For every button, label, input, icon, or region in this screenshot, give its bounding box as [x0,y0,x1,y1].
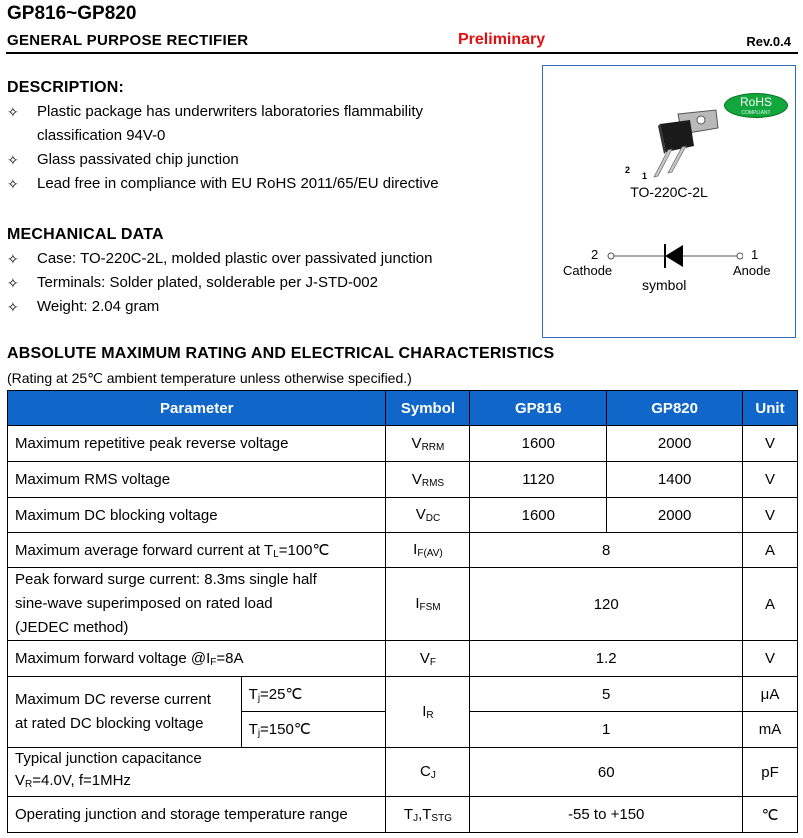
table-row: Maximum DC blocking voltage $V_{DC}$ 1600 2000 V [8,498,798,533]
package-pin-2-label: 2 [625,165,631,175]
cathode-label: Cathode [563,263,613,278]
document-title: GP816~GP820 [7,3,137,24]
table-row: $T_j=150℃$ 1 mA [8,712,798,748]
description-heading: DESCRIPTION: [7,79,125,96]
diode-symbol-icon [603,241,743,271]
document-subtitle: GENERAL PURPOSE RECTIFIER [7,32,249,49]
symbol-pin-2: 2 [591,247,599,262]
list-item: ✧ Lead free in compliance with EU RoHS 2011/65/EU directive [7,172,439,196]
list-item: ✧ Case: TO-220C-2L, molded plastic over passivated junction [7,247,433,271]
table-row: Maximum RMS voltage $V_{RMS}$ 1120 1400 V [8,462,798,498]
list-item: ✧ Plastic package has underwriters laboratories flammability classification 94V-0 [7,100,439,148]
ratings-note: (Rating at 25℃ ambient temperature unless otherwise specified.) [7,370,412,386]
bullet-icon: ✧ [7,299,19,315]
table-row: Operating junction and storage temperature range $T_J,T_{STG}$ -55 to +150 ℃ [8,797,798,833]
list-item: ✧ Terminals: Solder plated, solderable per J-STD-002 [7,271,433,295]
package-pin-1-label: 1 [642,171,648,181]
header-rule [6,52,798,54]
bullet-icon: ✧ [7,104,19,120]
symbol-caption: symbol [642,277,687,293]
table-header-row [8,391,798,426]
bullet-icon: ✧ [7,152,19,168]
mechanical-list [7,247,433,319]
col-header-parameter: Parameter [8,391,386,426]
table-row: Peak forward surge current: 8.3ms single half sine-wave superimposed on rated load (JEDEC method) $I_{FSM}$ 120 A [8,568,798,641]
table-row: Maximum repetitive peak reverse voltage $V_{RRM}$ 1600 2000 V [8,426,798,462]
bullet-icon: ✧ [7,251,19,267]
table-row: Maximum DC reverse current at rated DC blocking voltage $T_j=25℃$ $I_R$ 5 μA [8,677,798,712]
table-row: Maximum average forward current at $T_L=100℃$ $I_{F(AV)}$ 8 A [8,533,798,568]
bullet-icon: ✧ [7,275,19,291]
package-name: TO-220C-2L [630,184,708,200]
preliminary-label: Preliminary [458,31,546,48]
table-row: Typical junction capacitance $V_R=4.0V$, f=1MHz $C_J$ 60 pF [8,748,798,797]
col-header-unit: Unit [743,391,798,426]
list-item: ✧ Weight: 2.04 gram [7,295,433,319]
package-box [542,65,796,338]
revision-label: Rev.0.4 [746,34,791,49]
table-row: Maximum forward voltage $@I_F=8A$ $V_F$ 1.2 V [8,641,798,677]
ratings-table [7,390,798,833]
col-header-gp816: GP816 [470,391,607,426]
rohs-badge: RoHS COMPLIANT [724,93,788,118]
ratings-heading: ABSOLUTE MAXIMUM RATING AND ELECTRICAL CHARACTERISTICS [7,345,555,362]
bullet-icon: ✧ [7,176,19,192]
to220-package-icon [618,106,728,181]
description-list [7,100,439,196]
anode-label: Anode [733,263,771,278]
mechanical-heading: MECHANICAL DATA [7,226,164,243]
col-header-symbol: Symbol [386,391,470,426]
symbol-pin-1: 1 [751,247,759,262]
list-item: ✧ Glass passivated chip junction [7,148,439,172]
col-header-gp820: GP820 [607,391,743,426]
